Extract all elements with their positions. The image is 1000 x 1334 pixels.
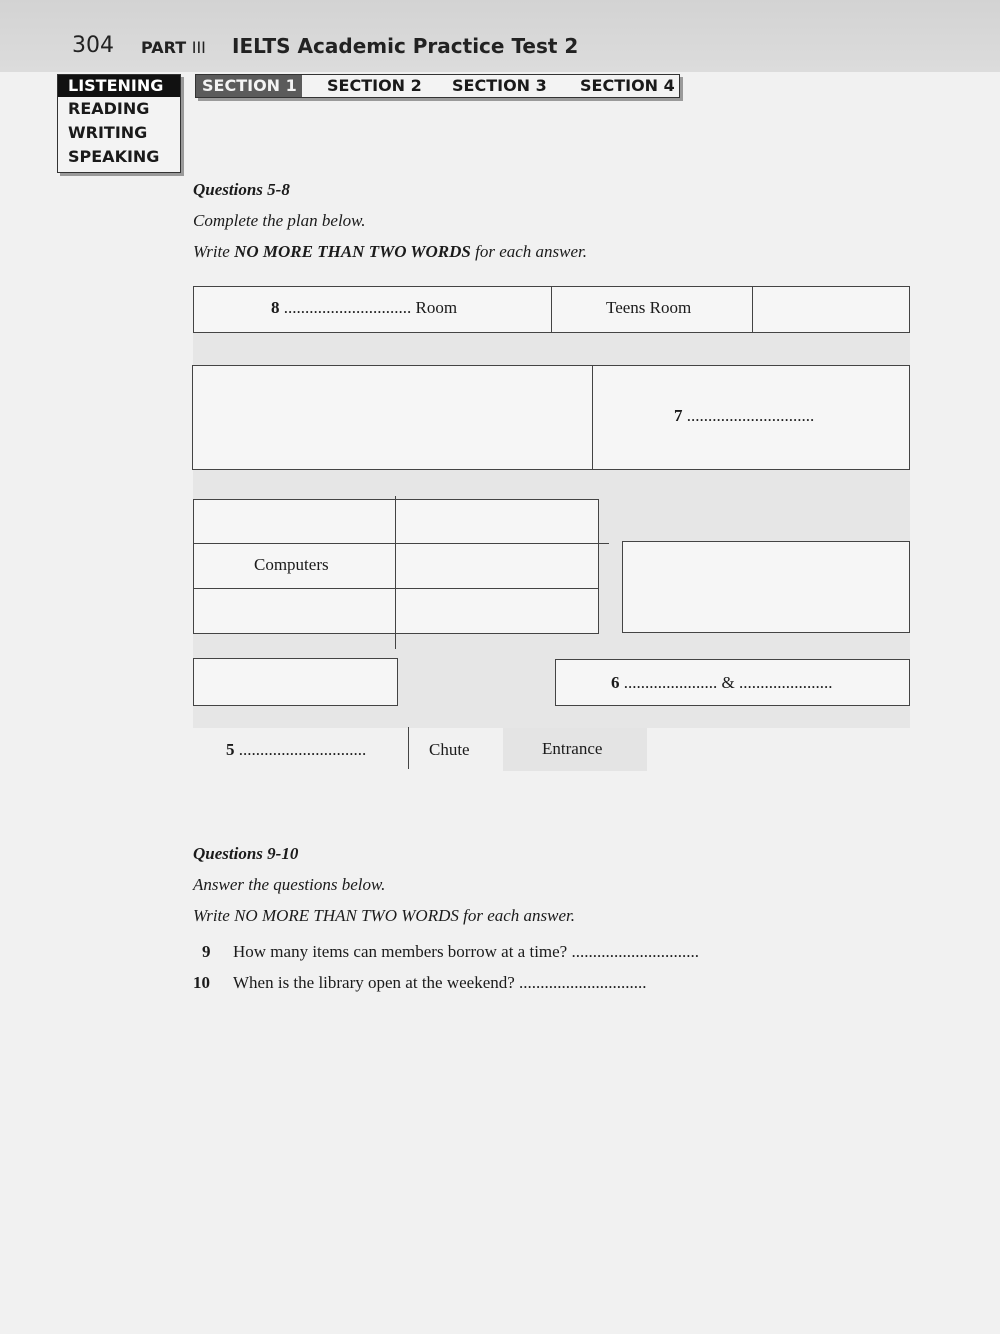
right-room [622, 541, 910, 633]
room-7-answer-line[interactable]: .............................. [682, 406, 815, 425]
divider [752, 286, 753, 333]
part-roman: III [191, 38, 206, 57]
divider [193, 588, 599, 589]
divider [551, 286, 552, 333]
teens-room-label: Teens Room [606, 298, 692, 317]
tab-section-1[interactable]: SECTION 1 [196, 75, 302, 97]
question-9 [193, 942, 699, 962]
part-word: PART [141, 38, 187, 57]
chute-label: Chute [429, 740, 470, 759]
questions-9-10-heading: Questions 9-10 [193, 844, 299, 863]
question-8-number: 8 [271, 298, 280, 317]
skill-speaking[interactable]: SPEAKING [68, 147, 160, 166]
skills-menu [57, 74, 181, 173]
question-7-number: 7 [674, 406, 683, 425]
instruction-prefix: Write [193, 242, 235, 261]
lower-left-room [193, 658, 398, 706]
question-6-number: 6 [611, 673, 620, 692]
question-text[interactable]: When is the library open at the weekend? .............................. [233, 973, 647, 992]
tab-section-3[interactable]: SECTION 3 [452, 76, 547, 95]
question-5-number: 5 [226, 740, 235, 759]
divider [395, 496, 396, 649]
part-label [141, 38, 206, 57]
instruction-word-limit [193, 242, 587, 262]
room-6-label [611, 673, 832, 693]
entrance-label: Entrance [542, 739, 603, 758]
divider [193, 543, 609, 544]
room-6-answer-line[interactable]: ...................... & ...................... [619, 673, 833, 692]
label-5-answer-line[interactable]: .............................. [234, 740, 367, 759]
skill-listening[interactable]: LISTENING [58, 75, 180, 97]
question-10 [193, 973, 647, 993]
skill-writing[interactable]: WRITING [68, 123, 148, 142]
page-number: 304 [72, 33, 114, 58]
instruction-answer-questions: Answer the questions below. [193, 875, 386, 894]
room-7-label [674, 406, 814, 426]
instruction-word-limit-2: Write NO MORE THAN TWO WORDS for each answer. [193, 906, 576, 925]
room-8-answer-line[interactable]: .............................. Room [279, 298, 458, 317]
section-tabs [195, 74, 680, 98]
questions-5-8-heading: Questions 5-8 [193, 180, 290, 199]
room-8-label [271, 298, 457, 318]
chute-divider [408, 727, 409, 769]
tab-section-4[interactable]: SECTION 4 [580, 76, 675, 95]
instruction-complete-plan: Complete the plan below. [193, 211, 366, 230]
skill-reading[interactable]: READING [68, 99, 150, 118]
divider [592, 365, 593, 470]
question-text[interactable]: How many items can members borrow at a time? .............................. [233, 942, 699, 961]
computers-label: Computers [254, 555, 329, 574]
test-title: IELTS Academic Practice Test 2 [232, 34, 579, 58]
question-number: 9 [202, 942, 211, 961]
instruction-bold: NO MORE THAN TWO WORDS [234, 242, 471, 261]
instruction-suffix: for each answer. [470, 242, 588, 261]
label-5 [226, 740, 366, 760]
question-number: 10 [193, 973, 210, 992]
tab-section-2[interactable]: SECTION 2 [327, 76, 422, 95]
